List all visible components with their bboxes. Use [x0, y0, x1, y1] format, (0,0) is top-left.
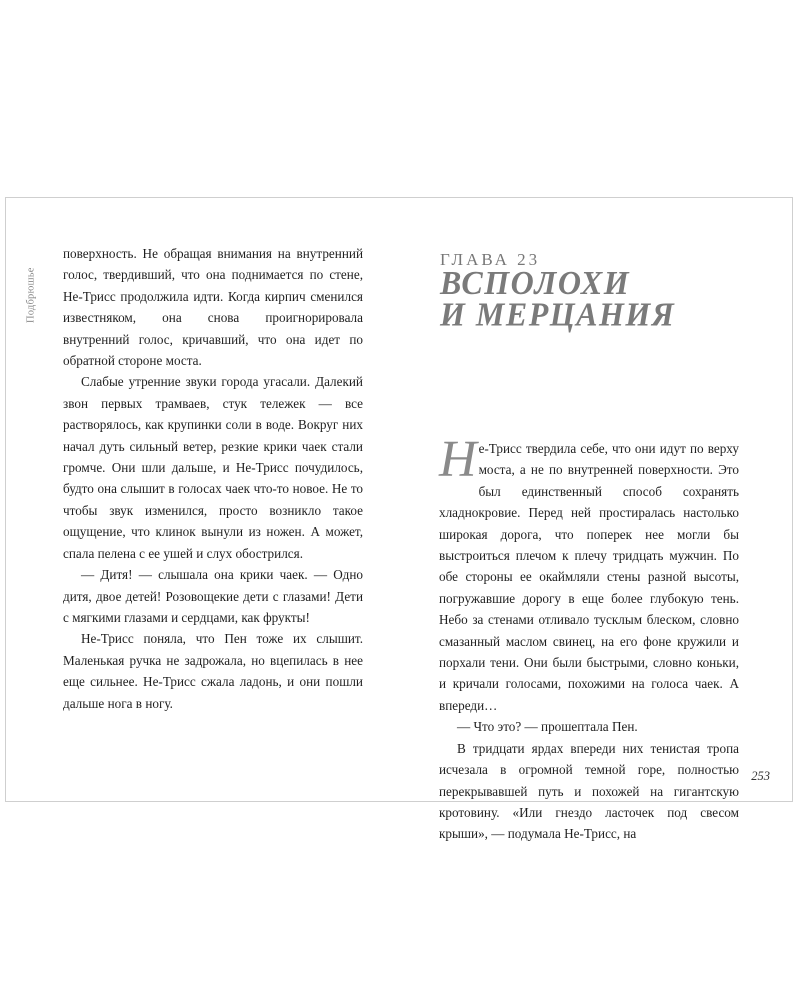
first-paragraph: [439, 431, 739, 716]
drop-cap: Н: [439, 431, 477, 488]
right-page-text: [439, 431, 739, 845]
first-paragraph-text: е-Трисс твердила себе, что они идут по верху моста, а не по внутренней поверхности. Это был единственный способ сохранять хладнокровие. Перед ней простиралась настолько широкая дорога, что поперек нее могли бы выстроиться плечом к плечу тридцать мужчин. По обе стороны ее окаймляли стены разной высоты, погружавшие дорогу в еще более глубокую тень. Небо за стенами отливало тусклым блеском, словно смазанный маслом свинец, на его фоне кружили и порхали тени. Они были быстрыми, словно коньки, и кричали голосами, похожими на голоса чаек. А впереди…: [439, 441, 739, 713]
left-page-text: [63, 243, 363, 714]
paragraph: — Что это? — прошептала Пен.: [457, 719, 638, 735]
paragraph: Слабые утренние звуки города угасали. Далекий звон первых трамваев, стук тележек — все растворялось, как крупинки соли в воде. Вокруг них начал дуть сильный ветер, резкие крики чаек стали громче. Они шли дальше, и Не-Трисс почудилось, будто она слышит в голосах чаек что-то новое. Не то чтобы звук изменился, просто возникло такое ощущение, что клинок вынули из ножен. А может, спала пелена с ее ушей и слух обострился.: [63, 374, 363, 561]
chapter-title-line: ВСПОЛОХИ: [440, 263, 631, 302]
page-number: 253: [751, 769, 770, 783]
chapter-label: ГЛАВА 23: [440, 250, 541, 269]
paragraph: поверхность. Не обращая внимания на внутренний голос, твердивший, что она поднимается по стене, Не-Трисс продолжила идти. Когда кирпич сменился известняком, она снова проигнорировала внутренний голос, кричавший, что она идет по обратной стороне моста.: [63, 246, 363, 369]
running-title: Подбрюшье: [25, 267, 37, 323]
chapter-title-line: И МЕРЦАНИЯ: [440, 294, 676, 333]
paragraph: — Дитя! — слышала она крики чаек. — Одно дитя, двое детей! Розовощекие дети с глазами! Дети с мягкими глазами и сердцами, как фрукты!: [63, 567, 363, 625]
paragraph: Не-Трисс поняла, что Пен тоже их слышит. Маленькая ручка не задрожала, но вцепилась в нее еще сильнее. Не-Трисс сжала ладонь, и они пошли дальше нога в ногу.: [63, 631, 363, 711]
paragraph: В тридцати ярдах впереди них тенистая тропа исчезала в огромной темной горе, полностью перекрывавшей путь и похожей на гигантскую кротовину. «Или гнездо ласточек под свесом крыши», — подумала Не-Трисс, на: [439, 740, 739, 842]
chapter-title: [440, 263, 676, 333]
